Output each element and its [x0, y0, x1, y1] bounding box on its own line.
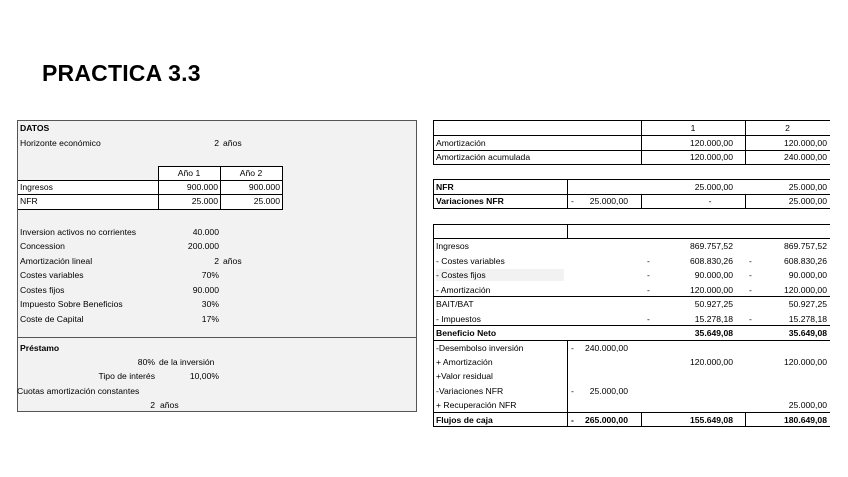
pl-value-2: 869.757,52 — [783, 241, 827, 251]
pl-value-2: 35.649,08 — [788, 328, 827, 338]
param-value: 70% — [201, 270, 219, 280]
tipo-value: 10,00% — [189, 371, 219, 381]
cf-label: -Desembolso inversión — [436, 343, 524, 353]
flujos-1: 155.649,08 — [689, 415, 733, 425]
param-label: Concession — [20, 241, 65, 251]
tipo-label: Tipo de interés — [98, 371, 155, 381]
param-value: 17% — [201, 314, 219, 324]
ingresos-y1: 900.000 — [186, 182, 218, 192]
pl-label: BAIT/BAT — [436, 299, 474, 309]
pl-value-1: 50.927,25 — [694, 299, 733, 309]
pl-value-2: 90.000,00 — [788, 270, 827, 280]
amort-2: 120.000,00 — [783, 138, 827, 148]
cf-value-0: 240.000,00 — [584, 343, 628, 353]
var-nfr-1: - — [708, 196, 712, 206]
nfr-row-1: 25.000,00 — [694, 182, 733, 192]
col-header-2: 2 — [785, 123, 790, 133]
pl-value-1: 15.278,18 — [694, 314, 733, 324]
cf-value-2: 120.000,00 — [783, 357, 827, 367]
param-label: Costes fijos — [20, 285, 65, 295]
param-label: Costes variables — [20, 270, 84, 280]
amort-acum-label: Amortización acumulada — [436, 152, 531, 162]
page-title: PRACTICA 3.3 — [42, 60, 201, 86]
pl-value-1: 90.000,00 — [694, 270, 733, 280]
pl-label: Beneficio Neto — [436, 328, 497, 338]
nfr-row-2: 25.000,00 — [788, 182, 827, 192]
pl-sign-2: - — [749, 270, 752, 280]
param-value: 2 — [214, 256, 219, 266]
param-value: 200.000 — [187, 241, 219, 251]
pl-label: - Amortización — [436, 285, 491, 295]
cuotas-value: 2 — [150, 400, 155, 410]
col-year2: Año 2 — [239, 168, 263, 178]
param-unit: años — [223, 256, 242, 266]
pl-value-1: 120.000,00 — [689, 285, 733, 295]
param-value: 40.000 — [192, 227, 219, 237]
horizonte-label: Horizonte económico — [20, 138, 101, 148]
var-nfr-0: 25.000,00 — [589, 196, 628, 206]
param-label: Coste de Capital — [20, 314, 84, 324]
amort-1: 120.000,00 — [689, 138, 733, 148]
prestamo-header: Préstamo — [20, 343, 60, 353]
pl-label: - Impuestos — [436, 314, 481, 324]
pl-value-1: 35.649,08 — [694, 328, 733, 338]
pl-sign-2: - — [749, 285, 752, 295]
var-nfr-label: Variaciones NFR — [436, 196, 504, 206]
param-value: 30% — [201, 299, 219, 309]
param-value: 90.000 — [192, 285, 219, 295]
ingresos-label: Ingresos — [20, 182, 53, 192]
pl-value-1: 869.757,52 — [689, 241, 733, 251]
prestamo-pct-label: de la inversión — [159, 357, 215, 367]
flujos-0-sign: - — [571, 415, 574, 425]
pl-sign-1: - — [647, 270, 650, 280]
pl-label: Ingresos — [436, 241, 469, 251]
nfr-label: NFR — [20, 196, 38, 206]
pl-value-2: 608.830,26 — [783, 256, 827, 266]
col-header-1: 1 — [690, 123, 696, 133]
amort-acum-1: 120.000,00 — [689, 152, 733, 162]
cf-value-1: 120.000,00 — [689, 357, 733, 367]
flujos-label: Flujos de caja — [436, 415, 493, 425]
cf-label: -Variaciones NFR — [436, 386, 504, 396]
pl-value-2: 50.927,25 — [788, 299, 827, 309]
pl-label: - Costes fijos — [436, 269, 564, 281]
horizonte-unit: años — [223, 138, 242, 148]
cf-value-2: 25.000,00 — [788, 400, 827, 410]
cf-label: + Amortización — [436, 357, 493, 367]
var-nfr-2: 25.000,00 — [788, 196, 827, 206]
cuotas-unit: años — [160, 400, 179, 410]
col-year1: Año 1 — [177, 168, 201, 178]
nfr-y1: 25.000 — [191, 196, 218, 206]
cf-value-0: 25.000,00 — [589, 386, 628, 396]
pl-sign-2: - — [749, 256, 752, 266]
cf-label: + Recuperación NFR — [436, 400, 517, 410]
pl-value-2: 120.000,00 — [783, 285, 827, 295]
cuotas-label: Cuotas amortización constantes — [17, 386, 140, 396]
pl-sign-1: - — [647, 285, 650, 295]
flujos-0: 265.000,00 — [584, 415, 628, 425]
datos-header: DATOS — [20, 123, 50, 133]
param-label: Inversion activos no corrientes — [20, 227, 137, 237]
pl-sign-1: - — [647, 256, 650, 266]
pl-label: - Costes variables — [436, 256, 505, 266]
pl-sign-2: - — [749, 314, 752, 324]
nfr-y2: 25.000 — [253, 196, 280, 206]
nfr-row-label: NFR — [436, 182, 454, 192]
pl-value-1: 608.830,26 — [689, 256, 733, 266]
param-label: Amortización lineal — [20, 256, 93, 266]
var-nfr-0-sign: - — [571, 196, 574, 206]
amort-label: Amortización — [436, 138, 486, 148]
prestamo-pct: 80% — [137, 357, 155, 367]
horizonte-value: 2 — [214, 138, 219, 148]
pl-sign-1: - — [647, 314, 650, 324]
pl-value-2: 15.278,18 — [788, 314, 827, 324]
cf-sign-0: - — [571, 343, 574, 353]
amort-acum-2: 240.000,00 — [783, 152, 827, 162]
cf-label: +Valor residual — [436, 371, 493, 381]
cf-sign-0: - — [571, 386, 574, 396]
param-label: Impuesto Sobre Beneficios — [20, 299, 123, 309]
ingresos-y2: 900.000 — [248, 182, 280, 192]
flujos-2: 180.649,08 — [783, 415, 827, 425]
